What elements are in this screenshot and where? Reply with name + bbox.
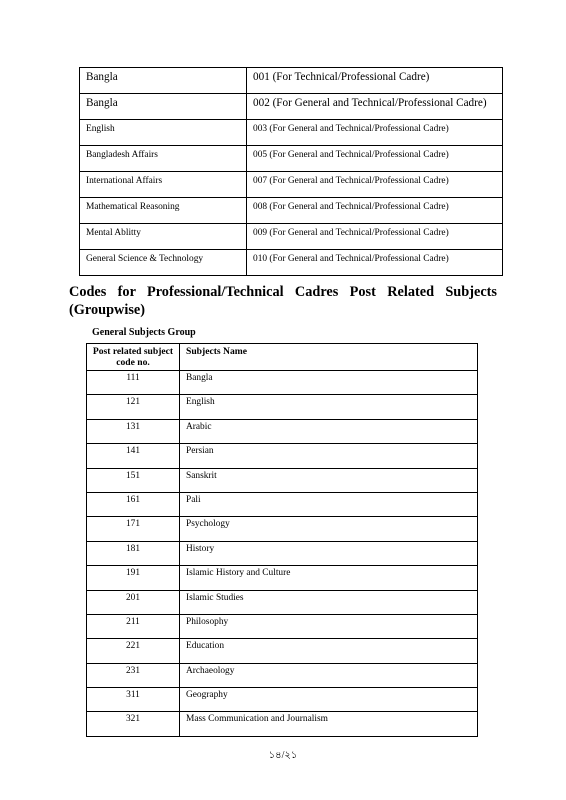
subject-name-cell: History [180,541,478,565]
subject-name-cell: Bangla [180,371,478,395]
subject-code-cell: 181 [87,541,180,565]
table-row [87,614,478,638]
subject-name-cell: Mass Communication and Journalism [180,712,478,736]
subject-name-cell: Persian [180,444,478,468]
subject-cell: General Science & Technology [80,250,247,276]
group-heading: General Subjects Group [92,327,196,338]
subject-name-cell: Psychology [180,517,478,541]
code-cell: 009 (For General and Technical/Professional Cadre) [247,224,503,250]
table-row [80,146,503,172]
subject-name-cell: Islamic History and Culture [180,566,478,590]
compulsory-subjects-table [79,67,503,276]
subject-code-cell: 131 [87,419,180,443]
table-row [80,68,503,94]
subject-code-cell: 141 [87,444,180,468]
subject-cell: Mental Ablitty [80,224,247,250]
subject-code-cell: 111 [87,371,180,395]
table-row [80,120,503,146]
subject-code-cell: 191 [87,566,180,590]
table-row [87,444,478,468]
subject-cell: Bangladesh Affairs [80,146,247,172]
code-cell: 007 (For General and Technical/Professional Cadre) [247,172,503,198]
subject-cell: Mathematical Reasoning [80,198,247,224]
table-row [87,468,478,492]
subject-code-cell: 321 [87,712,180,736]
table-row [87,517,478,541]
table-row [80,250,503,276]
table-row [87,712,478,736]
subject-code-cell: 121 [87,395,180,419]
table-row [80,224,503,250]
table-row [87,639,478,663]
table-row [87,541,478,565]
header-code: Post related subject code no. [87,344,180,371]
subject-name-cell: Education [180,639,478,663]
subject-code-cell: 221 [87,639,180,663]
header-name: Subjects Name [180,344,478,371]
section-heading: Codes for Professional/Technical Cadres Post Related Subjects (Groupwise) [69,284,497,318]
subject-codes-table [86,343,478,737]
subject-name-cell: English [180,395,478,419]
table-row [80,172,503,198]
table-row [87,419,478,443]
subject-codes-header [87,344,478,371]
subject-code-cell: 171 [87,517,180,541]
code-cell: 001 (For Technical/Professional Cadre) [247,68,503,94]
code-cell: 005 (For General and Technical/Professional Cadre) [247,146,503,172]
code-cell: 003 (For General and Technical/Professional Cadre) [247,120,503,146]
subject-cell: English [80,120,247,146]
table-row [87,688,478,712]
subject-cell: International Affairs [80,172,247,198]
page-number: ১৪/২১ [268,750,298,761]
table-row [80,198,503,224]
table-row [87,590,478,614]
table-row [87,492,478,516]
subject-name-cell: Arabic [180,419,478,443]
subject-codes-body [87,371,478,737]
subject-name-cell: Islamic Studies [180,590,478,614]
subject-code-cell: 151 [87,468,180,492]
compulsory-subjects-body [80,68,503,276]
table-row [87,566,478,590]
subject-code-cell: 201 [87,590,180,614]
subject-name-cell: Archaeology [180,663,478,687]
subject-cell: Bangla [80,94,247,120]
subject-code-cell: 231 [87,663,180,687]
code-cell: 010 (For General and Technical/Professional Cadre) [247,250,503,276]
code-cell: 008 (For General and Technical/Professional Cadre) [247,198,503,224]
subject-name-cell: Sanskrit [180,468,478,492]
subject-name-cell: Philosophy [180,614,478,638]
code-cell: 002 (For General and Technical/Professional Cadre) [247,94,503,120]
subject-code-cell: 161 [87,492,180,516]
table-row [87,371,478,395]
subject-cell: Bangla [80,68,247,94]
table-row [87,395,478,419]
subject-name-cell: Pali [180,492,478,516]
table-row [80,94,503,120]
subject-code-cell: 311 [87,688,180,712]
subject-name-cell: Geography [180,688,478,712]
subject-code-cell: 211 [87,614,180,638]
header-row [87,344,478,371]
table-row [87,663,478,687]
